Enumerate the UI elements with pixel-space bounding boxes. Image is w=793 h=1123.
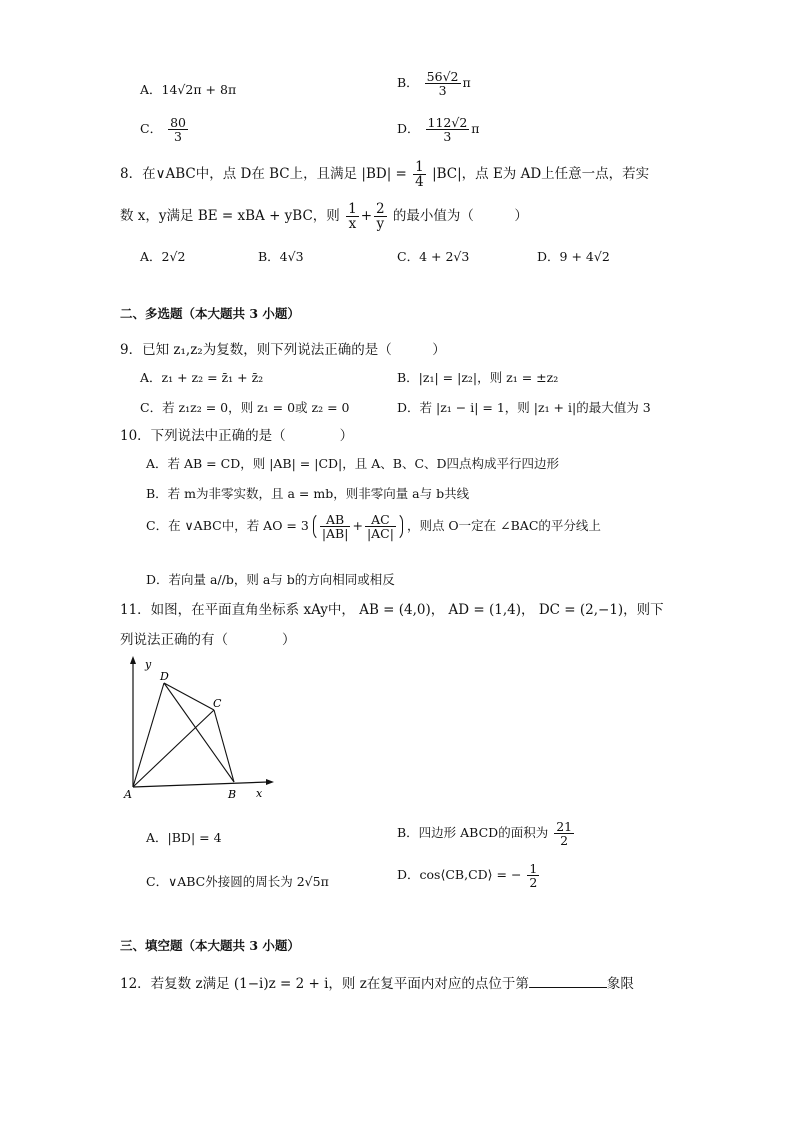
- q7-c-den: 3: [174, 129, 182, 145]
- q10-option-b: B．若 m为非零实数，且 a = mb，则非零向量 a与 b共线: [146, 486, 470, 501]
- q7-b-label: B．: [397, 75, 419, 91]
- q10-c-d2: |AC|: [366, 526, 394, 542]
- q8-line2-a: 数 x，y满足 BE = xBA + yBC，则: [120, 208, 340, 225]
- q7-option-b: [397, 70, 471, 97]
- label-y: y: [145, 658, 152, 671]
- q8-f2-num: 2: [376, 201, 385, 217]
- q8-option-b: B．4√3: [258, 249, 304, 264]
- q10-c-b: ，则点 O一定在 ∠BAC的平分线上: [406, 518, 601, 534]
- q7-a-label: A．: [140, 82, 162, 97]
- q11-d-a: D．cos⟨CB,CD⟩ = −: [397, 867, 522, 883]
- q7-b-den: 3: [438, 83, 447, 99]
- q11-d-num: 1: [529, 861, 538, 876]
- q7-d-den: 3: [443, 129, 452, 145]
- label-a: A: [124, 788, 132, 801]
- q10-option-a: A．若 AB = CD，则 |AB| = |CD|，且 A、B、C、D四点构成平行四边形: [146, 456, 560, 471]
- q11-option-c: C．∨ABC外接圆的周长为 2√5π: [146, 874, 329, 889]
- q11-b-frac: [554, 820, 574, 847]
- q10-stem: 10．下列说法中正确的是（ ）: [120, 428, 354, 444]
- q9-option-a: A．z₁ + z₂ = z̄₁ + z̄₂: [140, 370, 264, 385]
- label-c: C: [213, 697, 222, 710]
- q8-line1-a: 8．在∨ABC中，点 D在 BC上，且满足 |BD| =: [120, 166, 407, 183]
- segment-dc: [164, 683, 214, 710]
- q8-f1: [346, 202, 359, 231]
- q8-line1-b: |BC|，点 E为 AD上任意一点，若实: [432, 166, 650, 183]
- label-x: x: [256, 787, 263, 800]
- q7-b-fraction: [425, 70, 461, 97]
- q10-c-d1: |AB|: [321, 526, 349, 542]
- x-axis-arrow: [266, 779, 274, 785]
- q10-option-c: [146, 512, 601, 541]
- label-d: D: [160, 670, 169, 683]
- q8-f1-den: x: [348, 216, 357, 233]
- q10-c-frac1: [320, 513, 351, 540]
- q11-b-num: 21: [556, 819, 573, 834]
- q7-d-num: 112√2: [427, 115, 468, 130]
- q10-c-n1: AB: [320, 513, 351, 527]
- q12-answer-blank[interactable]: [529, 975, 607, 988]
- section-heading-multiple-choice: 二、多选题（本大题共 3 小题）: [120, 306, 300, 321]
- q8-plus: +: [360, 208, 372, 225]
- q11-figure: [118, 652, 278, 802]
- q7-c-fraction: [168, 116, 188, 143]
- q7-b-tail: π: [462, 75, 471, 91]
- q8-line2: [120, 202, 528, 231]
- q11-option-d: [397, 862, 541, 889]
- q7-a-text: 14√2π + 8π: [161, 82, 237, 97]
- q8-option-d: D．9 + 4√2: [537, 249, 610, 264]
- q9-option-b: B．|z₁| = |z₂|，则 z₁ = ±z₂: [397, 370, 559, 385]
- q8-frac: [413, 160, 426, 189]
- q7-d-fraction: [426, 116, 470, 143]
- q11-b-a: B．四边形 ABCD的面积为: [397, 825, 549, 841]
- q9-option-c: C．若 z₁z₂ = 0，则 z₁ = 0或 z₂ = 0: [140, 400, 350, 415]
- q12-tail: 象限: [606, 976, 634, 992]
- q12-stem: 12．若复数 z满足 (1−i)z = 2 + i，则 z在复平面内对应的点位于第: [120, 976, 529, 992]
- q7-option-a: [140, 80, 236, 98]
- segment-db: [164, 683, 234, 782]
- q8-option-c: C．4 + 2√3: [397, 249, 470, 264]
- q11-b-den: 2: [560, 833, 569, 849]
- q7-c-label: C．: [140, 121, 163, 137]
- q10-c-frac2: [365, 513, 396, 540]
- q11-line2: 列说法正确的有（ ）: [120, 632, 296, 648]
- q7-c-num: 80: [170, 115, 186, 130]
- q7-option-c: [140, 116, 190, 143]
- q12: [120, 972, 634, 992]
- q11-option-a: A．|BD| = 4: [146, 830, 222, 845]
- q8-line1: [120, 160, 649, 189]
- q11-d-den: 2: [529, 875, 538, 891]
- q7-b-num: 56√2: [426, 69, 459, 84]
- q8-frac-den: 4: [415, 174, 424, 191]
- q8-f2-den: y: [376, 216, 385, 233]
- y-axis-arrow: [130, 656, 136, 664]
- q7-option-d: [397, 116, 480, 143]
- segment-cb: [214, 710, 234, 782]
- section-heading-fill-in: 三、填空题（本大题共 3 小题）: [120, 938, 300, 953]
- segment-ad: [133, 683, 164, 787]
- q10-c-n2: AC: [365, 513, 396, 527]
- q11-line1: 11．如图，在平面直角坐标系 xAy中， AB = (4,0)， AD = (1,4)， DC = (2,−1)，则下: [120, 602, 664, 618]
- q8-frac-num: 1: [415, 159, 424, 175]
- q9-option-d: D．若 |z₁ − i| = 1，则 |z₁ + i|的最大值为 3: [397, 400, 651, 415]
- x-axis: [133, 782, 268, 787]
- label-b: B: [228, 788, 237, 801]
- q8-option-a: A．2√2: [140, 249, 186, 264]
- q8-line2-b: 的最小值为（ ）: [392, 208, 528, 225]
- q10-option-d: D．若向量 a//b，则 a与 b的方向相同或相反: [146, 572, 395, 587]
- q8-f2: [374, 202, 387, 231]
- q9-stem: 9．已知 z₁,z₂为复数，则下列说法正确的是（ ）: [120, 342, 446, 358]
- segment-ac: [133, 710, 214, 787]
- q8-f1-num: 1: [348, 201, 357, 217]
- q10-c-a: C．在 ∨ABC中，若 AO = 3: [146, 518, 309, 534]
- q11-option-b: [397, 820, 576, 847]
- q11-d-frac: [527, 862, 539, 889]
- q7-d-tail: π: [471, 121, 480, 137]
- q7-d-label: D．: [397, 121, 420, 137]
- q10-c-paren: $\frac{AB}{|AB|}$ + $\frac{AC}{|AC|}$: [313, 512, 403, 541]
